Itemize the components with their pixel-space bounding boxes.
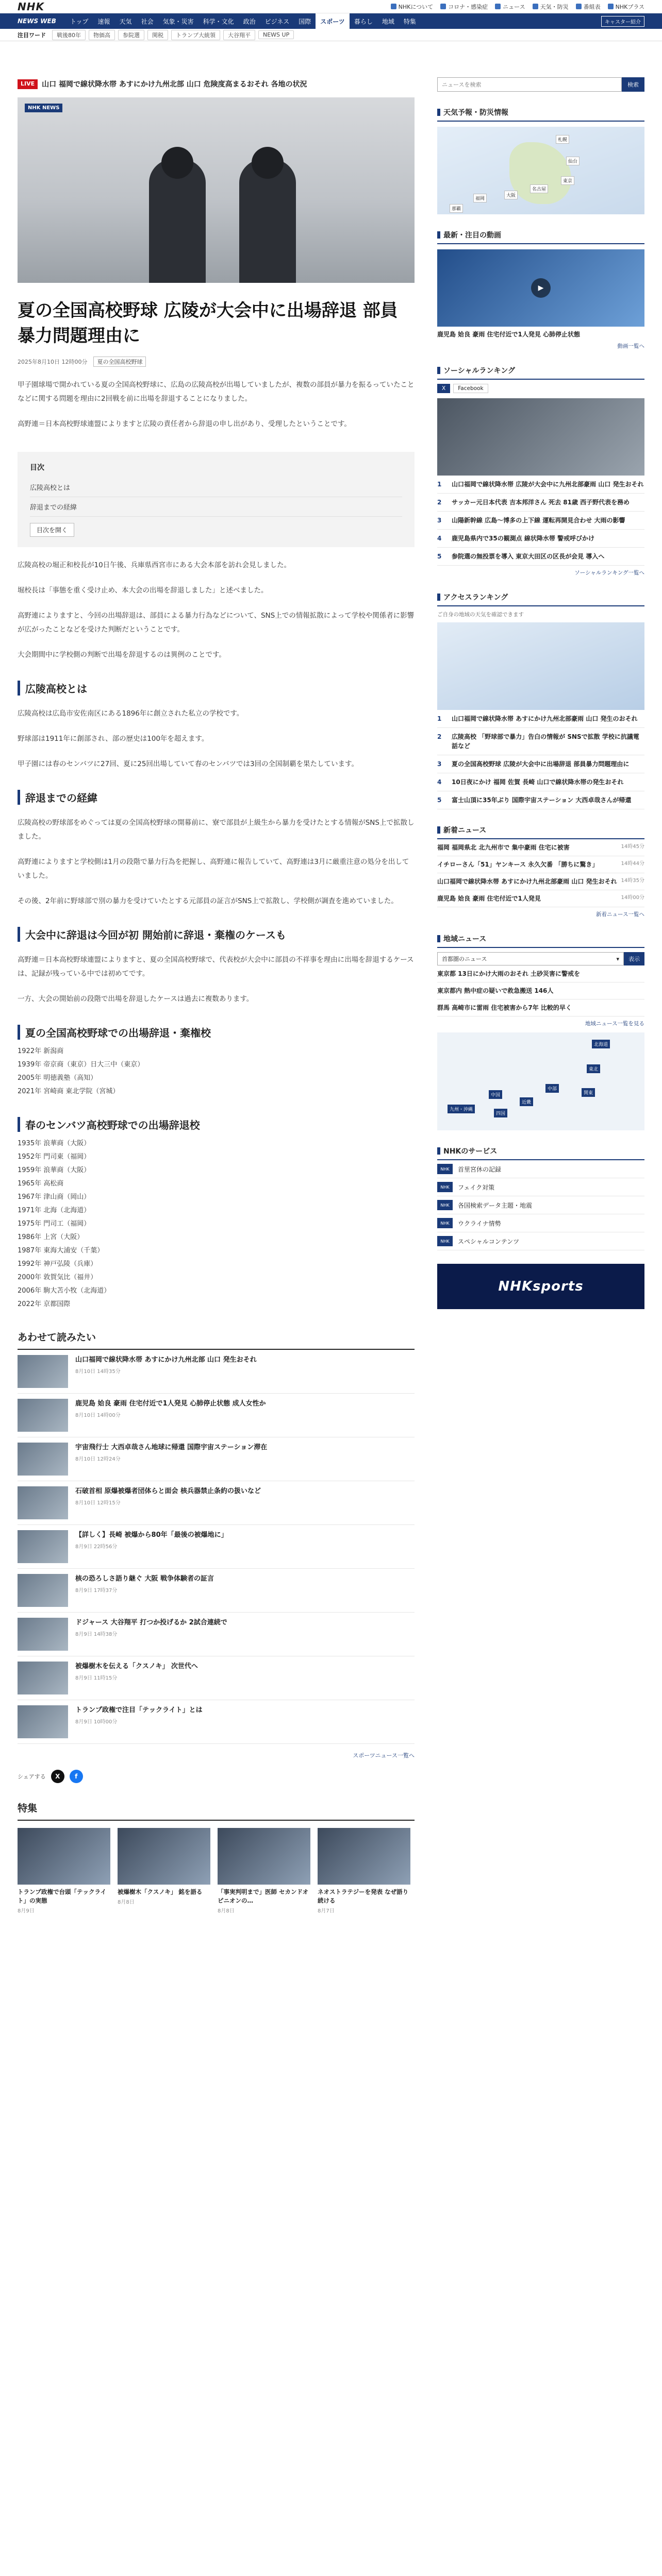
feature-title: 被爆樹木「クスノキ」 銘を語る bbox=[118, 1888, 203, 1895]
article-title: 夏の全国高校野球 広陵が大会中に出場辞退 部員暴力問題理由に bbox=[18, 300, 398, 347]
list-item: 1992年 神戸弘陵（兵庫） bbox=[18, 1260, 97, 1268]
service-item[interactable]: NHK 首里宮休の記録 bbox=[437, 1160, 644, 1178]
access-item[interactable]: 4 10日夜にかけ 福岡 佐賀 長崎 山口で線状降水帯の発生おそれ bbox=[437, 773, 644, 791]
article-main bbox=[18, 41, 415, 1914]
article-tag[interactable]: 夏の全国高校野球 bbox=[93, 357, 146, 367]
nav-item-sports[interactable]: スポーツ bbox=[316, 13, 350, 29]
x-share-icon[interactable]: X bbox=[51, 1770, 64, 1783]
weather-city: 名古屋 bbox=[530, 184, 548, 193]
service-icon: NHK bbox=[437, 1200, 453, 1210]
subnav-chip[interactable]: 関税 bbox=[147, 30, 168, 40]
list-item: 2022年 京都国際 bbox=[18, 1300, 71, 1308]
nav-item[interactable]: 速報 bbox=[97, 18, 110, 25]
article-paragraph: 高野連＝日本高校野球連盟によりますと広陵の責任者から辞退の申し出があり、受理したということです。 bbox=[18, 419, 351, 428]
play-icon bbox=[608, 4, 614, 9]
toc-item[interactable]: 辞退までの経緯 bbox=[30, 497, 402, 517]
share-label: シェアする bbox=[18, 1773, 46, 1780]
virus-icon bbox=[440, 4, 446, 9]
video-heading: 最新・注目の動画 bbox=[437, 230, 644, 244]
rank-number: 4 bbox=[437, 778, 442, 786]
play-icon: ▶ bbox=[531, 278, 551, 298]
service-icon: NHK bbox=[437, 1218, 453, 1228]
list-item: 2005年 明徳義塾（高知） bbox=[18, 1074, 97, 1082]
access-item[interactable]: 5 富士山頂に35年ぶり 国際宇宙ステーション 大西卓哉さんが帰還 bbox=[437, 791, 644, 809]
search-input[interactable] bbox=[437, 77, 622, 92]
feature-date: 8月7日 bbox=[318, 1908, 335, 1914]
subnav-chip[interactable]: 戦後80年 bbox=[52, 30, 86, 40]
service-item[interactable]: NHK ウクライナ情勢 bbox=[437, 1214, 644, 1232]
list-item: 1952年 門司東（福岡） bbox=[18, 1153, 91, 1161]
caster-button[interactable]: キャスター紹介 bbox=[601, 16, 644, 27]
related-item[interactable] bbox=[18, 1656, 415, 1700]
services-heading: NHKのサービス bbox=[437, 1146, 644, 1160]
top-link-corona[interactable]: コロナ・感染症 bbox=[440, 3, 488, 11]
article-paragraph: 一方、大会の開始前の段階で出場を辞退したケースは過去に複数あります。 bbox=[18, 994, 254, 1003]
related-date: 8月10日 14時00分 bbox=[75, 1413, 121, 1419]
article-paragraph: 堀校長は「事態を重く受け止め、本大会の出場を辞退しました」と述べました。 bbox=[18, 586, 268, 595]
region-block[interactable]: 九州・沖縄 bbox=[448, 1105, 475, 1113]
top-bar bbox=[0, 0, 662, 13]
related-title: 核の恐ろしさ語り継ぐ 大阪 戦争体験者の証言 bbox=[75, 1574, 214, 1583]
new-news-more-link[interactable]: 新着ニュース一覧へ bbox=[596, 911, 644, 918]
nav-item[interactable]: ビジネス bbox=[264, 18, 290, 25]
rank-number: 1 bbox=[437, 715, 442, 722]
section-heading: 辞退までの経緯 bbox=[18, 790, 415, 805]
new-news-heading: 新着ニュース bbox=[437, 825, 644, 839]
region-news-item[interactable]: 群馬 高崎市に雷雨 住宅被害から7年 比較的早く bbox=[437, 999, 644, 1016]
feature-thumbnail bbox=[18, 1828, 110, 1885]
main-nav bbox=[0, 13, 662, 29]
related-title: 石破首相 原爆被爆者団体らと面会 核兵器禁止条約の扱いなど bbox=[75, 1487, 261, 1495]
section-heading: 大会中に辞退は今回が初 開始前に辞退・棄権のケースも bbox=[18, 927, 415, 942]
feature-card[interactable] bbox=[318, 1828, 410, 1914]
article-paragraph: 甲子園には春のセンバツに27回、夏に25回出場していて春のセンバツでは3回の全国制覇を果たしています。 bbox=[18, 759, 358, 768]
nav-item[interactable]: 社会 bbox=[141, 18, 154, 25]
list-item: 1971年 北海（北海道） bbox=[18, 1206, 91, 1214]
list-item: 2006年 駒大苫小牧（北海道） bbox=[18, 1286, 111, 1295]
related-title: トランプ政権で注目「テックライト」とは bbox=[75, 1706, 203, 1714]
related-item[interactable] bbox=[18, 1525, 415, 1569]
sub-nav bbox=[0, 29, 662, 41]
article-paragraph: 高野連によりますと、今回の出場辞退は、部員による暴力行為などについて、SNS上での情報拡散によって学校や関係者に影響が広がったことなどを受けた判断だということです。 bbox=[18, 611, 415, 634]
access-item[interactable]: 1 山口福岡で線状降水帯 あすにかけ九州北部豪雨 山口 発生のおそれ bbox=[437, 710, 644, 728]
region-select[interactable]: 首都圏のニュース ▾ bbox=[437, 952, 624, 965]
nav-item[interactable]: 科学・文化 bbox=[203, 18, 234, 25]
related-thumbnail bbox=[18, 1618, 68, 1651]
weather-map[interactable] bbox=[437, 127, 644, 214]
related-articles bbox=[18, 1330, 415, 1759]
service-item[interactable]: NHK フェイク対策 bbox=[437, 1178, 644, 1196]
weather-city: 東京 bbox=[561, 176, 574, 185]
toc-heading: 目次 bbox=[30, 463, 44, 472]
list-item: 1959年 浪華商（大阪） bbox=[18, 1166, 91, 1174]
feature-row bbox=[18, 1828, 415, 1914]
subnav-chip[interactable]: 参院選 bbox=[118, 30, 144, 40]
live-badge: LIVE bbox=[18, 79, 38, 89]
nav-item[interactable]: 国際 bbox=[299, 18, 311, 25]
summer-withdraw-list bbox=[18, 1045, 415, 1098]
weather-city: 仙台 bbox=[566, 157, 580, 165]
subnav-label: 注目ワード bbox=[18, 31, 46, 39]
nav-item[interactable]: 天気 bbox=[119, 18, 132, 25]
spring-withdraw-list bbox=[18, 1137, 415, 1311]
article-date: 2025年8月10日 12時00分 bbox=[18, 358, 88, 365]
nhk-logo[interactable]: NHK bbox=[18, 0, 44, 13]
access-item[interactable]: 2 広陵高校 「野球部で暴力」告白の情報が SNSで拡散 学校に抗議電話など bbox=[437, 728, 644, 755]
sidebar bbox=[437, 41, 644, 1914]
rank-number: 3 bbox=[437, 517, 442, 524]
related-item[interactable] bbox=[18, 1394, 415, 1437]
nav-item[interactable]: 政治 bbox=[243, 18, 256, 25]
video-more-link[interactable]: 動画一覧へ bbox=[617, 343, 644, 349]
related-thumbnail bbox=[18, 1486, 68, 1519]
related-thumbnail bbox=[18, 1355, 68, 1388]
page-wrap bbox=[0, 41, 662, 1914]
related-title: 宇宙飛行士 大西卓哉さん地球に帰還 国際宇宙ステーション滞在 bbox=[75, 1443, 268, 1451]
hero-image bbox=[18, 97, 415, 283]
related-date: 8月9日 17時37分 bbox=[75, 1588, 118, 1594]
rank-number: 2 bbox=[437, 499, 442, 506]
feature-card[interactable] bbox=[218, 1828, 310, 1914]
region-block[interactable]: 中国 bbox=[489, 1090, 502, 1099]
section-heading: 夏の全国高校野球での出場辞退・棄権校 bbox=[18, 1025, 415, 1040]
related-thumbnail bbox=[18, 1443, 68, 1476]
feature-card[interactable] bbox=[118, 1828, 210, 1914]
feature-thumbnail bbox=[118, 1828, 210, 1885]
hero-nhk-mark: NHK NEWS bbox=[25, 104, 62, 112]
ranking-item[interactable]: 5 参院選の無投票を導入 東京大田区の区長が会見 導入へ bbox=[437, 548, 644, 566]
feature-thumbnail bbox=[318, 1828, 410, 1885]
toc-item[interactable]: 広陵高校とは bbox=[30, 478, 402, 497]
list-item: 1975年 門司工（福岡） bbox=[18, 1219, 91, 1228]
list-item: 1987年 東海大浦安（千葉） bbox=[18, 1246, 104, 1255]
weather-city: 札幌 bbox=[556, 135, 569, 144]
section-heading: 広陵高校とは bbox=[18, 681, 415, 696]
ranking-more-link[interactable]: ソーシャルランキング一覧へ bbox=[574, 570, 644, 576]
nav-item[interactable]: トップ bbox=[70, 18, 89, 25]
article-paragraph: 広陵高校の堀正和校長が10日午後、兵庫県西宮市にある大会本部を訪れ会見しました。 bbox=[18, 561, 291, 569]
video-thumbnail[interactable] bbox=[437, 249, 644, 327]
new-news-item[interactable]: 山口福岡で線状降水帯 あすにかけ九州北部豪雨 山口 発生おそれ 14時35分 bbox=[437, 873, 644, 890]
ranking-thumbnail[interactable] bbox=[437, 398, 644, 476]
related-title: 山口福岡で線状降水帯 あすにかけ九州北部 山口 発生おそれ bbox=[75, 1355, 257, 1364]
related-title: 【詳しく】長崎 被爆から80年「最後の被爆地に」 bbox=[75, 1531, 228, 1539]
region-more-link[interactable]: 地域ニュース一覧を見る bbox=[585, 1021, 644, 1027]
feature-date: 8月8日 bbox=[218, 1908, 235, 1914]
access-thumbnail[interactable] bbox=[437, 622, 644, 710]
region-go-button[interactable]: 表示 bbox=[624, 952, 644, 965]
subnav-chip[interactable]: トランプ大統領 bbox=[171, 30, 220, 40]
related-item[interactable] bbox=[18, 1613, 415, 1656]
ranking-item[interactable]: 1 山口福岡で線状降水帯 広陵が大会中に九州北部豪雨 山口 発生おそれ bbox=[437, 476, 644, 494]
service-icon: NHK bbox=[437, 1236, 453, 1246]
related-date: 8月10日 14時35分 bbox=[75, 1369, 121, 1375]
nhk-icon bbox=[391, 4, 396, 9]
top-link-news[interactable]: ニュース bbox=[495, 3, 525, 11]
related-thumbnail bbox=[18, 1662, 68, 1694]
related-date: 8月9日 14時38分 bbox=[75, 1632, 118, 1638]
nav-item[interactable]: 地域 bbox=[382, 18, 394, 25]
article-paragraph: 広陵高校の野球部をめぐっては夏の全国高校野球の開幕前に、寮で部員が上級生から暴力を受けたとする情報がSNS上で拡散しました。 bbox=[18, 818, 415, 841]
access-ranking-heading: アクセスランキング bbox=[437, 592, 644, 606]
facebook-share-icon[interactable]: f bbox=[70, 1770, 83, 1783]
article-paragraph: 高野連＝日本高校野球連盟によりますと、夏の全国高校野球で、代表校が大会中に部員の不祥事を理由に出場を辞退するケースは、記録が残っている中では初めてです。 bbox=[18, 955, 414, 978]
feature-thumbnail bbox=[218, 1828, 310, 1885]
region-block[interactable]: 関東 bbox=[582, 1088, 595, 1097]
live-banner[interactable] bbox=[18, 79, 415, 90]
weather-icon bbox=[533, 4, 538, 9]
nav-item[interactable]: 気象・災害 bbox=[162, 18, 194, 25]
schedule-icon bbox=[576, 4, 582, 9]
access-item[interactable]: 3 夏の全国高校野球 広陵が大会中に出場辞退 部員暴力問題理由に bbox=[437, 755, 644, 773]
article-paragraph: 大会期間中に学校側の判断で出場を辞退するのは異例のことです。 bbox=[18, 650, 226, 659]
service-icon: NHK bbox=[437, 1182, 453, 1192]
list-item: 1935年 浪華商（大阪） bbox=[18, 1139, 91, 1147]
list-item: 2000年 敦賀気比（福井） bbox=[18, 1273, 97, 1281]
related-heading: あわせて読みたい bbox=[18, 1330, 415, 1350]
ranking-tab[interactable]: Facebook bbox=[453, 384, 488, 393]
list-item: 1965年 高松商 bbox=[18, 1179, 64, 1188]
list-item: 1986年 上宮（大阪） bbox=[18, 1233, 84, 1241]
weather-heading: 天気予報・防災情報 bbox=[437, 107, 644, 122]
feature-title: トランプ政権で台頭「テックライト」の実態 bbox=[18, 1888, 107, 1904]
rank-number: 4 bbox=[437, 535, 442, 542]
related-date: 8月9日 10時00分 bbox=[75, 1719, 118, 1725]
news-icon bbox=[495, 4, 501, 9]
related-thumbnail bbox=[18, 1574, 68, 1607]
japan-map-shape bbox=[509, 142, 571, 204]
nhk-sports-banner[interactable]: NHKsports bbox=[437, 1264, 644, 1309]
top-link-plus[interactable]: NHKプラス bbox=[608, 3, 644, 11]
nav-item[interactable]: 特集 bbox=[403, 18, 416, 25]
article-meta bbox=[18, 357, 415, 367]
rank-number: 1 bbox=[437, 481, 442, 488]
toc-open-button[interactable]: 目次を開く bbox=[30, 523, 74, 537]
top-link-schedule[interactable]: 番組表 bbox=[576, 3, 601, 11]
related-thumbnail bbox=[18, 1399, 68, 1432]
article-paragraph: 広陵高校は広島市安佐南区にある1896年に創立された私立の学校です。 bbox=[18, 709, 244, 718]
region-selector bbox=[437, 952, 644, 965]
rank-number: 5 bbox=[437, 553, 442, 560]
related-date: 8月9日 11時15分 bbox=[75, 1675, 118, 1682]
new-news-item[interactable]: 福岡 福岡県北 北九州市で 集中豪雨 住宅に被害 14時45分 bbox=[437, 839, 644, 856]
related-item[interactable] bbox=[18, 1481, 415, 1525]
feature-date: 8月8日 bbox=[118, 1899, 135, 1905]
share-bar bbox=[18, 1770, 415, 1783]
new-news-item[interactable]: イチローさん「51」ヤンキース 永久欠番 「勝ちに驚き」 14時44分 bbox=[437, 856, 644, 873]
related-date: 8月10日 12時24分 bbox=[75, 1456, 121, 1463]
ranking-tab[interactable]: X bbox=[437, 384, 450, 393]
top-link-about[interactable]: NHKについて bbox=[391, 3, 434, 11]
region-block[interactable]: 北海道 bbox=[592, 1040, 610, 1048]
social-ranking-heading: ソーシャルランキング bbox=[437, 365, 644, 380]
rank-number: 3 bbox=[437, 760, 442, 768]
subnav-chip[interactable]: 大谷翔平 bbox=[223, 30, 255, 40]
related-item[interactable] bbox=[18, 1350, 415, 1394]
ranking-item[interactable]: 3 山陽新幹線 広島〜博多の上下線 運転再開見合わせ 大雨の影響 bbox=[437, 512, 644, 530]
video-caption[interactable]: 鹿児島 姶良 豪雨 住宅付近で1人発見 心肺停止状態 bbox=[437, 331, 581, 338]
subnav-chip[interactable]: 物価高 bbox=[89, 30, 115, 40]
region-map bbox=[437, 1032, 644, 1130]
search-box bbox=[437, 77, 644, 92]
feature-title: 「事実判明まで」医師 セカンドオピニオンの… bbox=[218, 1888, 309, 1904]
new-news-item[interactable]: 鹿児島 姶良 豪雨 住宅付近で1人発見 14時00分 bbox=[437, 890, 644, 907]
related-thumbnail bbox=[18, 1530, 68, 1563]
feature-card[interactable] bbox=[18, 1828, 110, 1914]
related-item[interactable] bbox=[18, 1700, 415, 1744]
live-text: 山口 福岡で線状降水帯 あすにかけ九州北部 山口 危険度高まるおそれ 各地の状況 bbox=[42, 80, 307, 89]
region-block[interactable]: 近畿 bbox=[520, 1097, 533, 1106]
service-item[interactable]: NHK 各国検索データ主題・地震 bbox=[437, 1196, 644, 1214]
ranking-item[interactable]: 2 サッカー元日本代表 吉本邦洋さん 死去 81歳 西子野代表を務め bbox=[437, 494, 644, 512]
list-item: 1922年 新潟商 bbox=[18, 1047, 64, 1055]
related-thumbnail bbox=[18, 1705, 68, 1738]
related-date: 8月10日 12時15分 bbox=[75, 1500, 121, 1506]
section-heading: 春のセンバツ高校野球での出場辞退校 bbox=[18, 1117, 415, 1132]
related-item[interactable] bbox=[18, 1437, 415, 1481]
list-item: 2021年 宮崎商 東北学院（宮城） bbox=[18, 1087, 120, 1095]
list-item: 1939年 帝京商（東京）日大三中（東京） bbox=[18, 1060, 144, 1069]
ranking-tabs bbox=[437, 384, 644, 393]
subnav-chip[interactable]: NEWS UP bbox=[258, 30, 294, 39]
feature-section bbox=[18, 1801, 415, 1914]
article-paragraph: その後、2年前に野球部で別の暴力を受けていたとする元部員の証言がSNS上で拡散し、学校側が調査を進めていました。 bbox=[18, 896, 398, 905]
feature-title: ネオストラテジーを発表 なぜ語り続ける bbox=[318, 1888, 409, 1904]
ranking-item[interactable]: 4 鹿児島県内で35の観測点 線状降水帯 警戒呼びかけ bbox=[437, 530, 644, 548]
related-date: 8月9日 22時56分 bbox=[75, 1544, 118, 1550]
region-block[interactable]: 四国 bbox=[494, 1109, 507, 1117]
related-item[interactable] bbox=[18, 1569, 415, 1613]
region-news-item[interactable]: 東京都 13日にかけ大雨のおそれ 土砂災害に警戒を bbox=[437, 965, 644, 982]
article-paragraph: 高野連によりますと学校側は1月の段階で暴力行為を把握し、高野連に報告していて、高野連は3月に厳重注意の処分を出していました。 bbox=[18, 857, 409, 880]
table-of-contents bbox=[18, 452, 415, 547]
related-more-link[interactable]: スポーツニュース一覧へ bbox=[353, 1752, 415, 1759]
nav-brand[interactable]: NEWS WEB bbox=[18, 18, 56, 25]
region-news-item[interactable]: 東京都内 熱中症の疑いで救急搬送 146人 bbox=[437, 982, 644, 999]
article-paragraph: 野球部は1911年に創部され、部の歴史は100年を超えます。 bbox=[18, 734, 209, 743]
service-icon: NHK bbox=[437, 1164, 453, 1174]
nav-item[interactable]: 暮らし bbox=[354, 18, 373, 25]
feature-date: 8月9日 bbox=[18, 1908, 35, 1914]
bowing-head bbox=[252, 147, 284, 179]
related-title: 被爆樹木を伝える「クスノキ」 次世代へ bbox=[75, 1662, 198, 1670]
service-item[interactable]: NHK スペシャルコンテンツ bbox=[437, 1232, 644, 1250]
weather-city: 福岡 bbox=[473, 194, 487, 202]
rank-number: 5 bbox=[437, 796, 442, 804]
access-note: ご自身の地域の天気を確認できます bbox=[437, 612, 524, 618]
article-paragraph: 甲子園球場で開かれている夏の全国高校野球に、広島の広陵高校が出場していましたが、複数の部員が暴力を振るっていたことなどに関する問題を理由に2回戦を前に出場を辞退することになりました。 bbox=[18, 380, 415, 403]
region-heading: 地域ニュース bbox=[437, 934, 644, 948]
rank-number: 2 bbox=[437, 733, 442, 740]
feature-heading: 特集 bbox=[18, 1801, 415, 1821]
weather-city: 大阪 bbox=[504, 191, 518, 199]
search-button[interactable]: 検索 bbox=[622, 77, 644, 92]
top-link-weather[interactable]: 天気・防災 bbox=[533, 3, 569, 11]
related-title: 鹿児島 姶良 豪雨 住宅付近で1人発見 心肺停止状態 成人女性か bbox=[75, 1399, 266, 1408]
list-item: 1967年 津山商（岡山） bbox=[18, 1193, 91, 1201]
related-title: ドジャース 大谷翔平 打つか投げるか 2試合連続で bbox=[75, 1618, 227, 1626]
region-block[interactable]: 東北 bbox=[587, 1064, 600, 1073]
bowing-head bbox=[161, 147, 193, 179]
weather-city: 那覇 bbox=[450, 204, 463, 213]
region-block[interactable]: 中部 bbox=[545, 1084, 559, 1093]
chevron-down-icon: ▾ bbox=[616, 955, 619, 962]
top-links bbox=[391, 3, 644, 11]
